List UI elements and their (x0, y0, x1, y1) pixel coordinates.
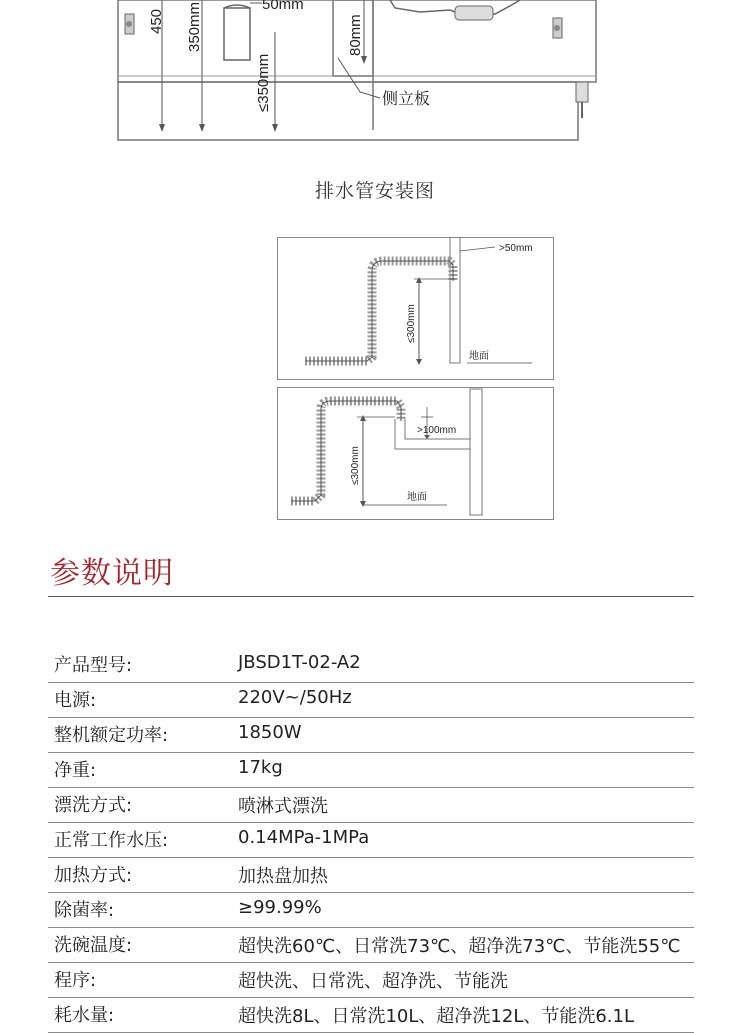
dim-450-label: 450 (148, 8, 165, 34)
param-label: 加热方式: (54, 865, 133, 886)
drain-diagram-2 (277, 387, 554, 520)
diagram1-gap-label: >50mm (499, 243, 533, 254)
param-label: 除菌率: (54, 900, 115, 921)
param-row (48, 998, 694, 1033)
param-value: 喷淋式漂洗 (238, 796, 328, 817)
diagram1-floor-label: 地面 (469, 351, 489, 362)
params-heading: 参数说明 (50, 556, 174, 591)
param-row (48, 788, 694, 823)
param-value: 17kg (238, 757, 283, 778)
param-label: 净重: (54, 760, 97, 781)
dim-le350-label: ≤350mm (255, 53, 272, 112)
param-label: 电源: (54, 690, 97, 711)
param-value: 加热盘加热 (238, 866, 328, 887)
param-value: 超快洗8L、日常洗10L、超净洗12L、节能洗6.1L (238, 1006, 634, 1027)
param-label: 漂洗方式: (54, 795, 133, 816)
param-row (48, 718, 694, 753)
param-value: ≥99.99% (238, 897, 322, 918)
param-value: 超快洗60℃、日常洗73℃、超净洗73℃、节能洗55℃ (238, 936, 681, 957)
diagram1-height-label: ≤300mm (406, 304, 417, 343)
dim-350-label: 350mm (186, 1, 203, 52)
param-row (48, 753, 694, 788)
param-row (48, 963, 694, 998)
param-label: 整机额定功率: (54, 725, 169, 746)
dim-50-label: 50mm (262, 0, 304, 13)
param-row (48, 893, 694, 928)
cabinet-installation-drawing (0, 0, 750, 160)
param-row (48, 858, 694, 893)
param-label: 耗水量: (54, 1005, 115, 1026)
side-panel-label: 侧立板 (382, 89, 431, 108)
param-label: 洗碗温度: (54, 935, 133, 956)
param-row (48, 928, 694, 963)
param-label: 产品型号: (54, 655, 133, 676)
param-label: 正常工作水压: (54, 830, 169, 851)
param-label: 程序: (54, 970, 97, 991)
param-value: 0.14MPa-1MPa (238, 827, 370, 848)
params-table (48, 648, 694, 1033)
heading-divider (48, 596, 694, 597)
param-row (48, 648, 694, 683)
drain-pipe-diagram-title: 排水管安装图 (314, 180, 435, 202)
drain-diagram-1 (277, 237, 554, 380)
dim-80-label: 80mm (347, 14, 364, 56)
diagram2-floor-label: 地面 (407, 492, 427, 503)
param-value: 220V~/50Hz (238, 687, 352, 708)
param-value: 1850W (238, 722, 302, 743)
param-row (48, 683, 694, 718)
param-row (48, 823, 694, 858)
diagram2-height-label: ≤300mm (350, 446, 361, 485)
diagram2-gap-label: >100mm (417, 425, 457, 436)
param-value: 超快洗、日常洗、超净洗、节能洗 (238, 971, 508, 992)
param-value: JBSD1T-02-A2 (238, 652, 361, 673)
